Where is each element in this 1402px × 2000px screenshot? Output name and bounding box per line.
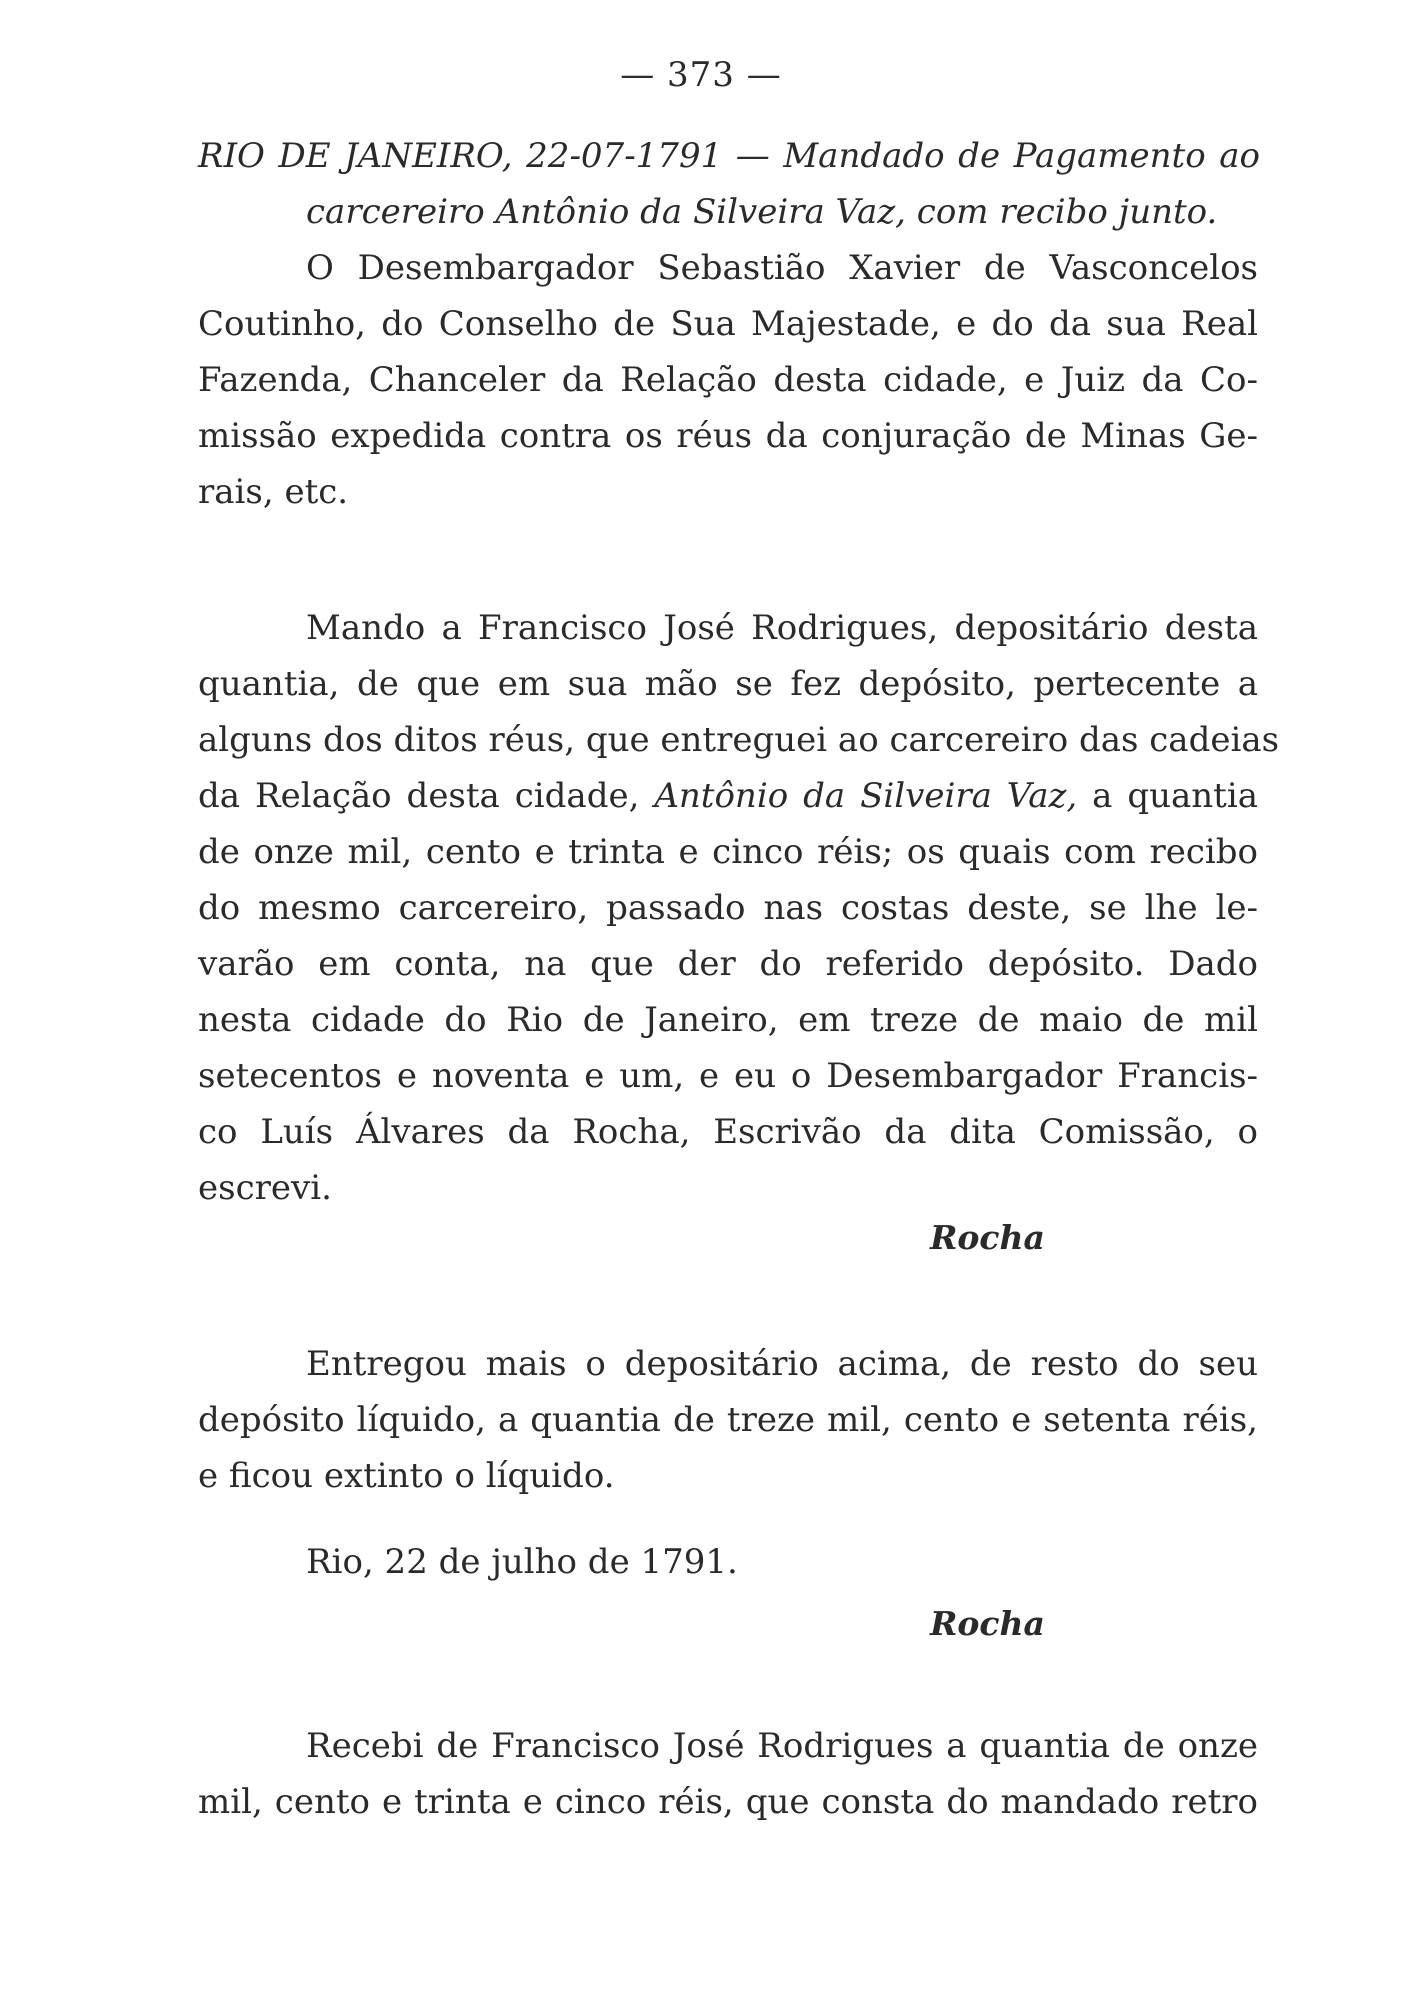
paragraph-receipt — [198, 1718, 1258, 1830]
paragraph-line: Entregou mais o depositário acima, de resto do seu — [306, 1344, 1258, 1384]
signature-rocha: Rocha — [930, 1218, 1045, 1257]
paragraph-line: quantia, de que em sua mão se fez depósito, pertecente a — [198, 664, 1258, 704]
date-block — [198, 1534, 1258, 1590]
paragraph-line-mixed — [198, 768, 1258, 824]
paragraph-preamble — [198, 240, 1258, 520]
paragraph-line: Fazenda, Chanceler da Relação desta cidade, e Juiz da Co- — [198, 360, 1258, 400]
paragraph-line: escrevi. — [198, 1168, 332, 1208]
paragraph-line: de onze mil, cento e trinta e cinco réis; os quais com recibo — [198, 832, 1258, 872]
paragraph-line: rais, etc. — [198, 472, 349, 512]
paragraph-line: Mando a Francisco José Rodrigues, depositário desta — [306, 608, 1258, 648]
paragraph-line: alguns dos ditos réus, que entreguei ao carcereiro das cadeias — [198, 720, 1280, 760]
paragraph-line: Recebi de Francisco José Rodrigues a quantia de onze — [306, 1726, 1258, 1766]
text-run: da Relação desta cidade, — [198, 776, 640, 816]
date-line: Rio, 22 de julho de 1791. — [306, 1542, 738, 1582]
heading-line-2: carcereiro Antônio da Silveira Vaz, com recibo junto. — [306, 192, 1218, 232]
signature-rocha: Rocha — [930, 1604, 1045, 1643]
paragraph-line: co Luís Álvares da Rocha, Escrivão da dita Comissão, o — [198, 1112, 1258, 1152]
paragraph-line: setecentos e noventa e um, e eu o Desembargador Francis- — [198, 1056, 1258, 1096]
paragraph-line: depósito líquido, a quantia de treze mil, cento e setenta réis, — [198, 1400, 1258, 1440]
paragraph-line: Coutinho, do Conselho de Sua Majestade, e do da sua Real — [198, 304, 1258, 344]
paragraph-deposit — [198, 1336, 1258, 1504]
paragraph-line: varão em conta, na que der do referido depósito. Dado — [198, 944, 1258, 984]
heading-line-1: RIO DE JANEIRO, 22-07-1791 — Mandado de Pagamento ao — [198, 136, 1260, 176]
paragraph-line: mil, cento e trinta e cinco réis, que consta do mandado retro — [198, 1782, 1258, 1822]
paragraph-line: O Desembargador Sebastião Xavier de Vasconcelos — [306, 248, 1258, 288]
italic-name: Antônio da Silveira Vaz, — [654, 776, 1078, 816]
paragraph-line: do mesmo carcereiro, passado nas costas deste, se lhe le- — [198, 888, 1258, 928]
text-run: a quantia — [1092, 776, 1258, 816]
paragraph-line: e ficou extinto o líquido. — [198, 1456, 615, 1496]
document-heading — [198, 128, 1260, 240]
page-number: — 373 — — [620, 55, 782, 95]
paragraph-line: nesta cidade do Rio de Janeiro, em treze de maio de mil — [198, 1000, 1258, 1040]
paragraph-mandate — [198, 600, 1280, 1216]
paragraph-line: missão expedida contra os réus da conjuração de Minas Ge- — [198, 416, 1258, 456]
